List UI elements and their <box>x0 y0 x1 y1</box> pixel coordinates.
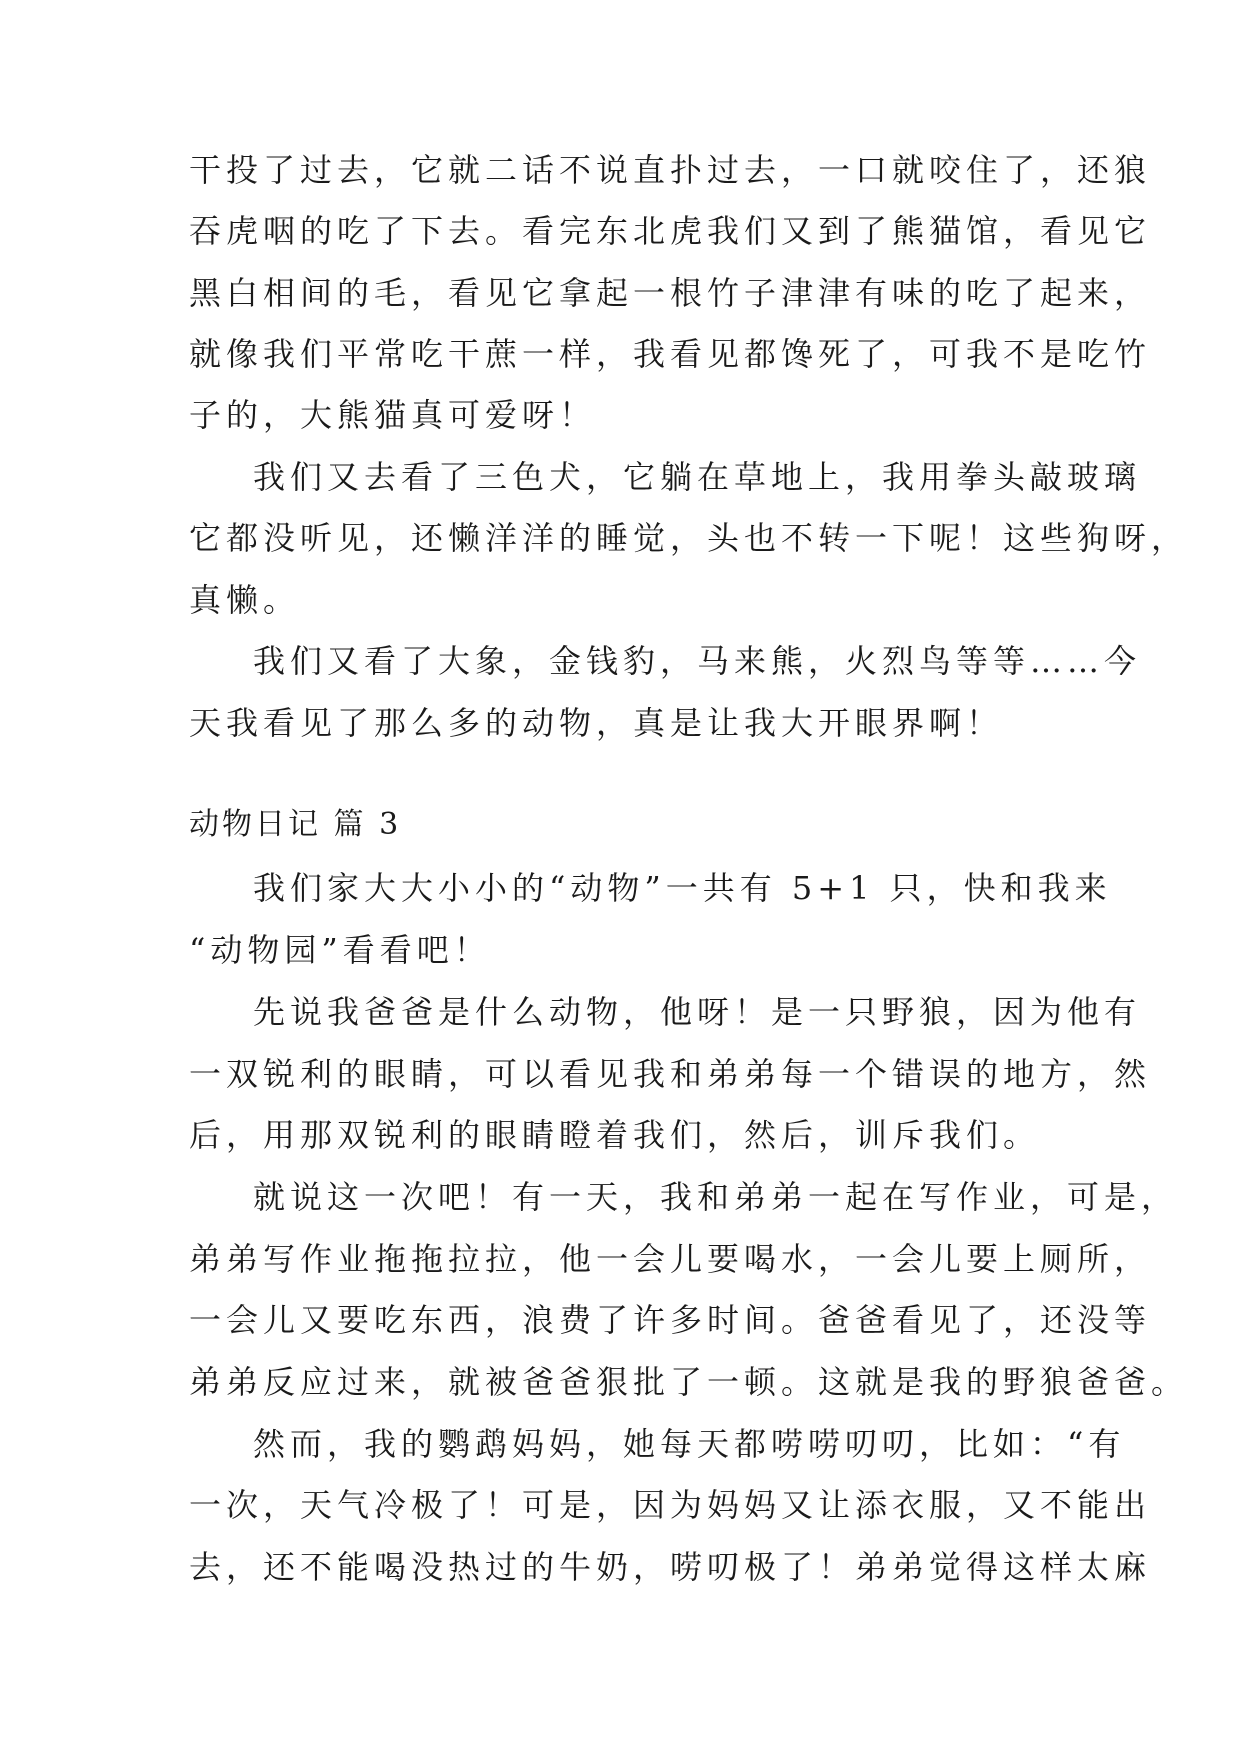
paragraph-line: 先说我爸爸是什么动物，他呀！是一只野狼，因为他有 <box>253 993 1142 1031</box>
paragraph-line: 我们又去看了三色犬，它躺在草地上，我用拳头敲玻璃 <box>253 458 1142 496</box>
paragraph-line: 后，用那双锐利的眼睛瞪着我们，然后，训斥我们。 <box>189 1116 1041 1154</box>
paragraph-line: 就像我们平常吃干蔗一样，我看见都馋死了，可我不是吃竹 <box>189 335 1152 373</box>
paragraph-line: 真懒。 <box>189 581 301 619</box>
paragraph-line: “动物园”看看吧！ <box>189 931 491 969</box>
paragraph-line: 一双锐利的眼睛，可以看见我和弟弟每一个错误的地方，然 <box>189 1055 1152 1093</box>
paragraph-line: 然而，我的鹦鹉妈妈，她每天都唠唠叨叨，比如：“有 <box>253 1425 1126 1463</box>
paragraph-line: 子的，大熊猫真可爱呀！ <box>189 396 597 434</box>
paragraph-line: 吞虎咽的吃了下去。看完东北虎我们又到了熊猫馆，看见它 <box>189 212 1152 250</box>
paragraph-line: 弟弟写作业拖拖拉拉，他一会儿要喝水，一会儿要上厕所， <box>189 1240 1152 1278</box>
paragraph-line: 弟弟反应过来，就被爸爸狠批了一顿。这就是我的野狼爸爸。 <box>189 1363 1189 1401</box>
paragraph-line: 它都没听见，还懒洋洋的睡觉，头也不转一下呢！这些狗呀， <box>189 519 1189 557</box>
paragraph-line: 一次，天气冷极了！可是，因为妈妈又让添衣服，又不能出 <box>189 1486 1152 1524</box>
paragraph-line: 一会儿又要吃东西，浪费了许多时间。爸爸看见了，还没等 <box>189 1301 1152 1339</box>
paragraph-line: 干投了过去，它就二话不说直扑过去，一口就咬住了，还狼 <box>189 151 1152 189</box>
paragraph-line: 就说这一次吧！有一天，我和弟弟一起在写作业，可是， <box>253 1178 1179 1216</box>
paragraph-line: 去，还不能喝没热过的牛奶，唠叨极了！弟弟觉得这样太麻 <box>189 1548 1152 1586</box>
paragraph-line: 黑白相间的毛，看见它拿起一根竹子津津有味的吃了起来， <box>189 274 1152 312</box>
section-heading: 动物日记 篇 3 <box>189 807 402 842</box>
paragraph-line: 我们家大大小小的“动物”一共有 5+1 只，快和我来 <box>253 869 1112 907</box>
paragraph-line: 天我看见了那么多的动物，真是让我大开眼界啊！ <box>189 704 1004 742</box>
paragraph-line: 我们又看了大象，金钱豹，马来熊，火烈鸟等等……今 <box>253 642 1142 680</box>
